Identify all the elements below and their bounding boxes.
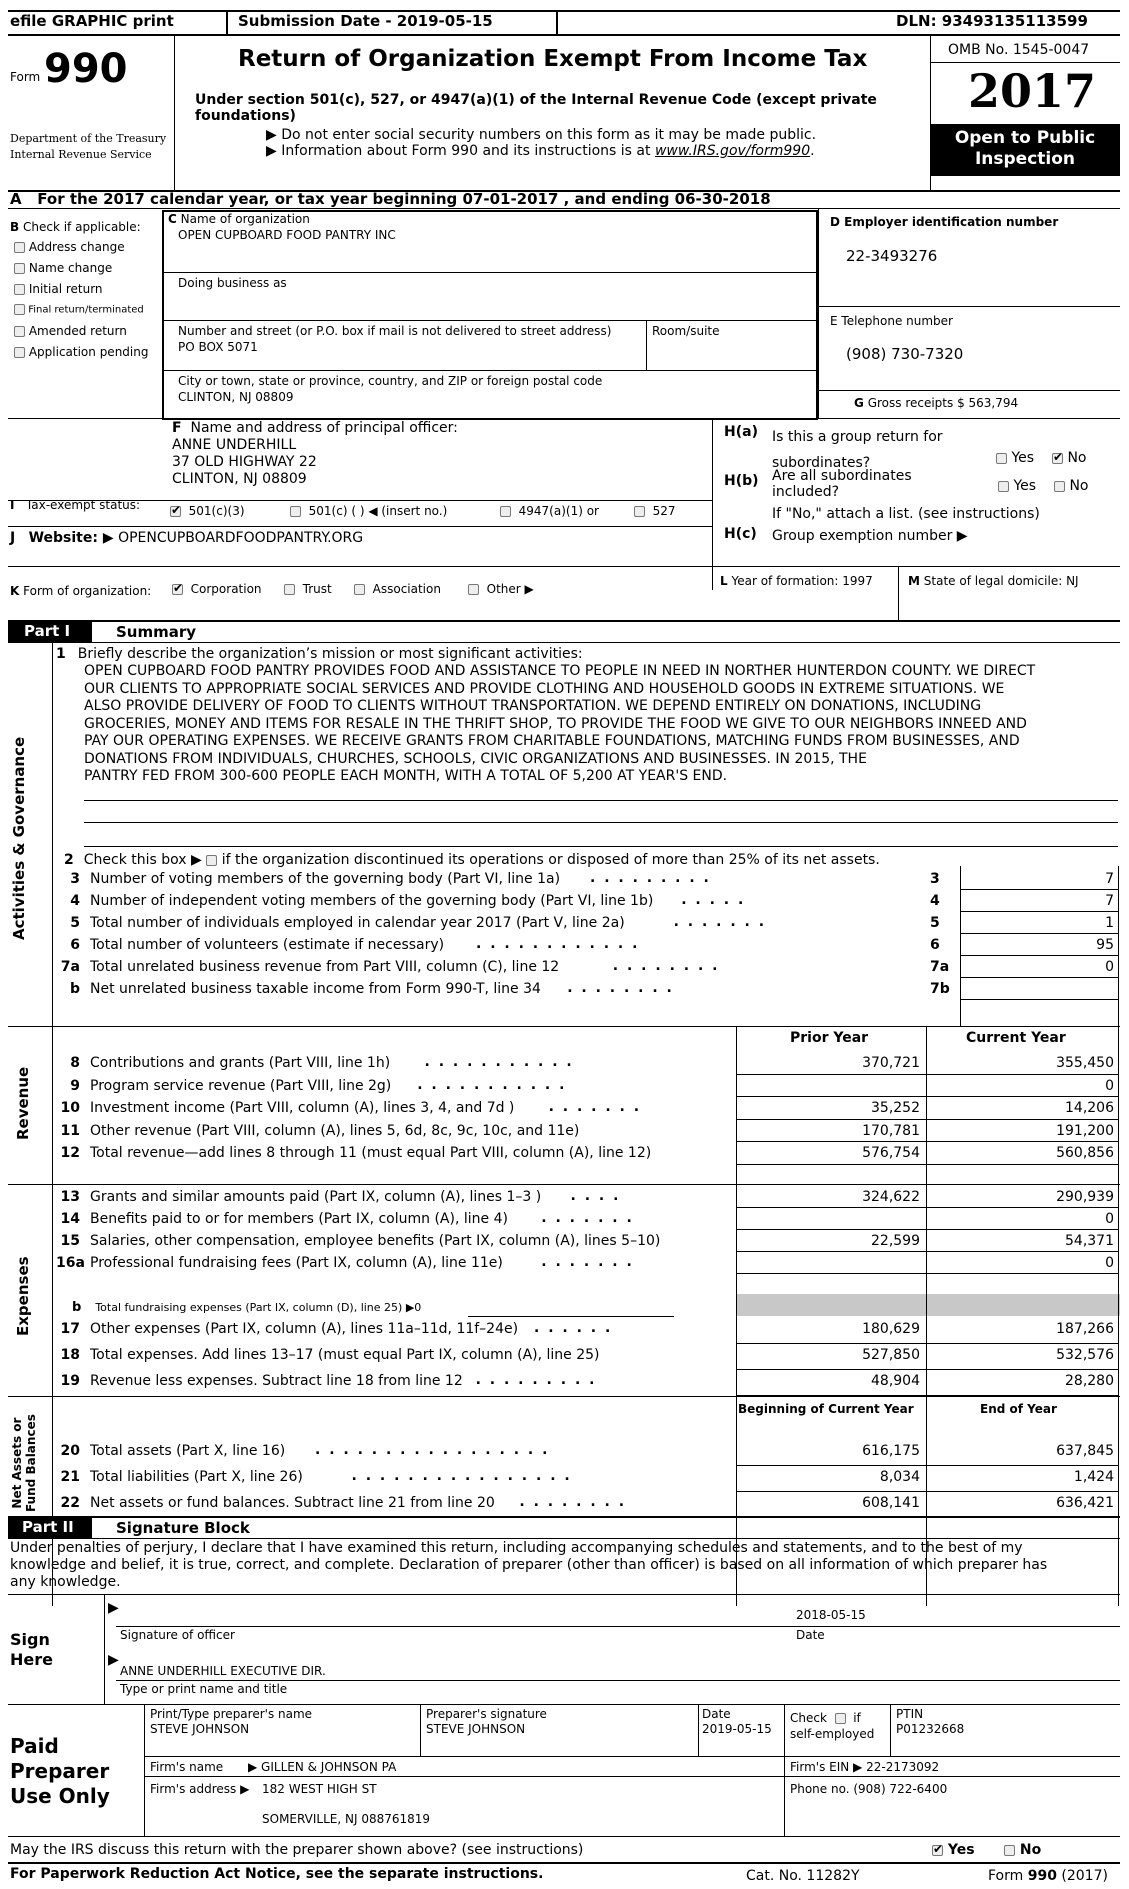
line-description: Net assets or fund balances. Subtract line 21 from line 20	[90, 1495, 495, 1511]
i-527[interactable]: 527	[634, 504, 676, 518]
firm-phone: Phone no. (908) 722-6400	[790, 1782, 948, 1796]
ptin-value: P01232668	[896, 1722, 965, 1736]
line-value: 7	[1105, 871, 1114, 887]
hc-text: Group exemption number ▶	[772, 528, 968, 544]
table-row	[56, 1186, 1118, 1208]
table-row	[56, 1252, 1118, 1274]
officer-name-title: ANNE UNDERHILL EXECUTIVE DIR.	[120, 1664, 326, 1678]
line1-label: 1 Briefly describe the organization’s mission or most significant activities:	[56, 646, 583, 662]
current-year-header: Current Year	[966, 1030, 1066, 1046]
table-row	[56, 978, 1118, 1000]
officer-address-2: CLINTON, NJ 08809	[172, 471, 307, 487]
leader-dots: . . . . . . .	[541, 1254, 634, 1270]
ha-text: Is this a group return for subordinates?	[772, 429, 943, 471]
table-row	[56, 1492, 1118, 1518]
table-row	[56, 890, 1118, 912]
omb-number: OMB No. 1545-0047	[948, 42, 1090, 58]
line-number: 4	[70, 893, 80, 909]
527-checkbox[interactable]	[634, 506, 645, 517]
other-checkbox[interactable]	[468, 584, 479, 595]
preparer-sig-label: Preparer's signature	[426, 1707, 547, 1721]
leader-dots: . . . . .	[681, 892, 746, 908]
leader-dots: . . . . . . . .	[612, 958, 720, 974]
firm-name: ▶ GILLEN & JOHNSON PA	[248, 1760, 397, 1774]
org-name-label: C Name of organization	[168, 212, 310, 226]
prior-value: 180,629	[862, 1321, 920, 1337]
open-inspection-box: Open to Public Inspection	[930, 124, 1120, 176]
dept-treasury: Department of the Treasury	[10, 132, 167, 145]
line-description: Grants and similar amounts paid (Part IX, column (A), lines 1–3 )	[90, 1189, 542, 1205]
table-row	[56, 1344, 1118, 1370]
firm-ein: Firm's EIN ▶ 22-2173092	[790, 1760, 940, 1774]
part2-title: Signature Block	[116, 1519, 250, 1537]
tax-year: 2017	[968, 64, 1097, 118]
association-checkbox[interactable]	[354, 584, 365, 595]
current-value: 290,939	[1056, 1189, 1114, 1205]
line-number: 3	[70, 871, 80, 887]
current-value: 1,424	[1073, 1469, 1114, 1485]
line-description: Salaries, other compensation, employee benefits (Part IX, column (A), lines 5–10)	[90, 1233, 661, 1249]
current-value: 355,450	[1056, 1055, 1114, 1071]
table-row	[56, 956, 1118, 978]
line-number: 14	[60, 1211, 80, 1227]
k-association[interactable]: Association	[354, 582, 441, 596]
phone-label: E Telephone number	[830, 314, 953, 328]
sign-here: Sign Here	[10, 1630, 53, 1669]
leader-dots: . . . . . . . . .	[590, 870, 711, 886]
b-name-change[interactable]: Name change	[14, 261, 112, 275]
leader-dots: . . . . . . . .	[567, 980, 674, 996]
line-description: Total expenses. Add lines 13–17 (must equal Part IX, column (A), line 25)	[90, 1347, 600, 1363]
line-description: Net unrelated business taxable income from Form 990-T, line 34	[90, 981, 541, 997]
line-number: 22	[60, 1495, 80, 1511]
gross-receipts: G Gross receipts $ 563,794	[854, 396, 1019, 410]
prior-value: 608,141	[862, 1495, 920, 1511]
submission-date: Submission Date - 2019-05-15	[238, 12, 493, 30]
line-number: 17	[60, 1321, 80, 1337]
b-initial-return[interactable]: Initial return	[14, 282, 103, 296]
hb-yes-checkbox[interactable]	[998, 481, 1009, 492]
tax-year-line: A For the 2017 calendar year, or tax year beginning 07-01-2017 , and ending 06-30-2018	[10, 190, 771, 208]
current-value: 636,421	[1056, 1495, 1114, 1511]
leader-dots: . . . . . . . . . . . . . . . . .	[315, 1442, 550, 1458]
line-value: 1	[1105, 915, 1114, 931]
line-description: Investment income (Part VIII, column (A), lines 3, 4, and 7d )	[90, 1100, 515, 1116]
part1-label: Part I	[8, 622, 92, 642]
501c3-checkbox[interactable]	[170, 506, 181, 517]
prior-value: 170,781	[862, 1122, 920, 1139]
leader-dots: . . . . . . . . . . . .	[476, 936, 640, 952]
initial-return-checkbox[interactable]	[14, 284, 25, 295]
line-number: 11	[60, 1122, 80, 1139]
side-expenses: Expenses	[14, 1256, 32, 1336]
ha-yes-checkbox[interactable]	[996, 453, 1007, 464]
website: J Website: ▶ OPENCUPBOARDFOODPANTRY.ORG	[10, 530, 364, 546]
i-4947[interactable]: 4947(a)(1) or	[500, 504, 599, 518]
table-row	[56, 1075, 1118, 1098]
i-501c[interactable]: 501(c) ( ) ◀ (insert no.)	[290, 504, 447, 518]
sig-arrow-1: ▶	[108, 1600, 119, 1616]
prior-value: 324,622	[862, 1189, 920, 1205]
leader-dots: . . . . . . . .	[519, 1494, 627, 1510]
ein-label: D Employer identification number	[830, 215, 1059, 229]
officer-address-1: 37 OLD HIGHWAY 22	[172, 454, 317, 470]
preparer-name: STEVE JOHNSON	[150, 1722, 250, 1736]
line-number: 9	[70, 1077, 80, 1094]
perjury-statement: Under penalties of perjury, I declare that I have examined this return, including accompanying schedules and statements, and to the best of my knowledge and belief, it is true, correct, and complete. Declaration of preparer (other than officer) is based on all information of which preparer has any knowledge.	[10, 1540, 1048, 1590]
prior-value: 35,252	[871, 1100, 920, 1116]
firm-address-2: SOMERVILLE, NJ 088761819	[262, 1812, 431, 1826]
4947-checkbox[interactable]	[500, 506, 511, 517]
line-description: Total assets (Part X, line 16)	[90, 1443, 286, 1459]
current-value: 637,845	[1056, 1443, 1114, 1459]
check-applicable: B Check if applicable:	[10, 220, 141, 234]
current-value: 532,576	[1056, 1347, 1114, 1363]
org-name: OPEN CUPBOARD FOOD PANTRY INC	[178, 228, 396, 242]
ha-yes[interactable]: Yes	[996, 450, 1034, 466]
prior-value: 370,721	[862, 1055, 920, 1071]
table-row	[56, 1097, 1118, 1120]
ha-no[interactable]: ✔ No	[1052, 450, 1087, 466]
form-of-org: K Form of organization:	[10, 584, 152, 598]
date-label: Date	[796, 1628, 825, 1642]
prior-value: 48,904	[871, 1373, 920, 1389]
part1-title: Summary	[116, 623, 197, 641]
dln: DLN: 93493135113599	[896, 12, 1088, 30]
line-description: Other expenses (Part IX, column (A), lines 11a–11d, 11f–24e)	[90, 1321, 519, 1337]
self-employed[interactable]: Check if self-employed	[790, 1711, 875, 1741]
discontinued-checkbox[interactable]	[206, 855, 217, 866]
irs-discuss: May the IRS discuss this return with the preparer shown above? (see instructions)	[10, 1842, 584, 1858]
side-activities-governance: Activities & Governance	[10, 736, 28, 940]
prior-year-header: Prior Year	[790, 1030, 869, 1046]
hb-label: H(b)	[724, 473, 759, 489]
phone-value: (908) 730-7320	[846, 345, 964, 363]
room-label: Room/suite	[652, 324, 720, 338]
leader-dots: . . . . . . .	[548, 1099, 642, 1115]
form-word: Form	[10, 70, 41, 84]
current-value: 28,280	[1065, 1373, 1114, 1389]
firm-address-1: 182 WEST HIGH ST	[262, 1782, 377, 1796]
name-change-checkbox[interactable]	[14, 263, 25, 274]
officer-name: ANNE UNDERHILL	[172, 437, 297, 453]
line16b: b Total fundraising expenses (Part IX, column (D), line 25) ▶0	[72, 1300, 422, 1315]
leader-dots: . . . . . . . . . . .	[424, 1054, 574, 1070]
table-row	[56, 1440, 1118, 1466]
table-row	[56, 912, 1118, 934]
line-description: Professional fundraising fees (Part IX, column (A), line 11e)	[90, 1255, 503, 1271]
preparer-name-label: Print/Type preparer's name	[150, 1707, 313, 1721]
line-number: 8	[70, 1055, 80, 1071]
application-pending-checkbox[interactable]	[14, 347, 25, 358]
table-row	[56, 1466, 1118, 1492]
table-row	[56, 1120, 1118, 1143]
side-net-assets: Net Assets or Fund Balances	[10, 1414, 38, 1512]
line-number: 10	[60, 1100, 80, 1116]
table-row	[56, 1370, 1118, 1396]
line-key: 7a	[930, 959, 950, 975]
table-row	[56, 868, 1118, 890]
signature-date: 2018-05-15	[796, 1608, 866, 1622]
leader-dots: . . . . . .	[534, 1320, 613, 1336]
discuss-no-checkbox[interactable]	[1004, 1845, 1015, 1856]
current-value: 0	[1105, 1077, 1114, 1094]
form-title: Return of Organization Exempt From Income Tax	[238, 46, 868, 72]
line-description: Total unrelated business revenue from Part VIII, column (C), line 12	[90, 959, 560, 975]
b-final-return[interactable]: Final return/terminated	[14, 304, 144, 316]
info-line: ▶ Information about Form 990 and its instructions is at www.IRS.gov/form990.	[266, 143, 815, 159]
prior-value: 22,599	[871, 1233, 920, 1249]
current-value: 0	[1105, 1211, 1114, 1227]
discuss-no[interactable]: No	[1004, 1842, 1041, 1858]
current-value: 191,200	[1056, 1122, 1114, 1139]
line-description: Benefits paid to or for members (Part IX, column (A), line 4)	[90, 1211, 508, 1227]
b-amended-return[interactable]: Amended return	[14, 324, 127, 338]
line-description: Number of voting members of the governing body (Part VI, line 1a)	[90, 871, 561, 887]
city-state-zip: CLINTON, NJ 08809	[178, 390, 294, 404]
prior-value: 616,175	[862, 1443, 920, 1459]
line-number: 19	[60, 1373, 80, 1389]
line-number: 18	[60, 1347, 80, 1363]
address-change-checkbox[interactable]	[14, 242, 25, 253]
amended-return-checkbox[interactable]	[14, 326, 25, 337]
city-label: City or town, state or province, country, and ZIP or foreign postal code	[178, 374, 603, 388]
tax-exempt-status-label: I Tax-exempt status:	[10, 498, 141, 512]
footer-form: Form 990 (2017)	[988, 1868, 1108, 1884]
sig-arrow-2: ▶	[108, 1652, 119, 1668]
line-number: 5	[70, 915, 80, 931]
eoy-header: End of Year	[980, 1402, 1057, 1416]
hb-no[interactable]: No	[1054, 478, 1089, 494]
line-description: Total liabilities (Part X, line 26)	[90, 1469, 303, 1485]
line-description: Program service revenue (Part VIII, line 2g)	[90, 1077, 392, 1094]
501c-checkbox[interactable]	[290, 506, 301, 517]
principal-officer-label: F Name and address of principal officer:	[172, 420, 458, 436]
final-return-checkbox[interactable]	[14, 304, 25, 315]
state-domicile: M State of legal domicile: NJ	[908, 574, 1079, 588]
line-description: Contributions and grants (Part VIII, line 1h)	[90, 1055, 391, 1071]
line-number: 21	[60, 1469, 80, 1485]
preparer-date-label: Date	[702, 1707, 731, 1721]
self-employed-checkbox[interactable]	[835, 1713, 846, 1724]
leader-dots: . . . . . . .	[673, 914, 767, 930]
current-value: 0	[1105, 1255, 1114, 1271]
dba-label: Doing business as	[178, 276, 287, 290]
line-value: 0	[1105, 959, 1114, 975]
signature-officer-label: Signature of officer	[120, 1628, 235, 1642]
line2: 2 Check this box ▶ if the organization discontinued its operations or disposed of more than 25% of its net assets.	[64, 852, 880, 868]
line-number: 20	[60, 1443, 80, 1459]
prior-value: 576,754	[862, 1145, 920, 1161]
preparer-sig: STEVE JOHNSON	[426, 1722, 526, 1736]
k-corporation[interactable]: ✔ Corporation	[172, 582, 262, 596]
hb-no-checkbox[interactable]	[1054, 481, 1065, 492]
prior-value: 527,850	[862, 1347, 920, 1363]
cat-number: Cat. No. 11282Y	[746, 1868, 860, 1884]
boy-header: Beginning of Current Year	[738, 1402, 914, 1416]
preparer-date: 2019-05-15	[702, 1722, 772, 1736]
ha-label: H(a)	[724, 424, 758, 440]
hb-note: If "No," attach a list. (see instructions)	[772, 506, 1040, 522]
b-application-pending[interactable]: Application pending	[14, 345, 148, 359]
table-row	[56, 1208, 1118, 1230]
line-key: 4	[930, 893, 940, 909]
side-revenue: Revenue	[14, 1066, 32, 1140]
table-row	[56, 1318, 1118, 1344]
leader-dots: . . . . . . .	[541, 1210, 634, 1226]
ein-value: 22-3493276	[846, 247, 938, 265]
street-address: PO BOX 5071	[178, 340, 258, 354]
line-number: 13	[60, 1189, 80, 1205]
discuss-yes[interactable]: ✔ Yes	[932, 1842, 975, 1858]
line-number: 6	[70, 937, 80, 953]
leader-dots: . . . .	[570, 1188, 621, 1204]
i-501c3[interactable]: ✔ 501(c)(3)	[170, 504, 245, 518]
table-row	[56, 1230, 1118, 1252]
year-formation: L Year of formation: 1997	[720, 574, 873, 588]
mission-text: OPEN CUPBOARD FOOD PANTRY PROVIDES FOOD AND ASSISTANCE TO PEOPLE IN NEED IN NORTHER HUNTERDON COUNTY. WE DIRECT OUR CLIENTS TO APPROPRIATE SOCIAL SERVICES AND PROVIDE CLOTHING AND HOUSEHOLD GOODS IN EXTREME SITUATIONS. WE ALSO PROVIDE DELIVERY OF FOOD TO CLIENTS WITHOUT TRANSPORTATION. WE DEPEND ENTIRELY ON DONATIONS, INCLUDING GROCERIES, MONEY AND ITEMS FOR RESALE IN THE THRIFT SHOP, TO PROVIDE THE FOOD WE GIVE TO OUR NEIGHBORS INNEED AND PAY OUR OPERATING EXPENSES. WE RECEIVE GRANTS FROM CHARITABLE FOUNDATIONS, MATCHING FUNDS FROM BUSINESSES, AND DONATIONS FROM INDIVIDUALS, CHURCHES, SCHOOLS, CIVIC ORGANIZATIONS AND BUSINESSES. IN 2015, THE PANTRY FED FROM 300-600 PEOPLE EACH MONTH, WITH A TOTAL OF 5,200 AT YEAR'S END.	[84, 663, 1036, 784]
ptin-label: PTIN	[896, 1707, 924, 1721]
website-value[interactable]: OPENCUPBOARDFOODPANTRY.ORG	[118, 530, 364, 546]
line-key: 7b	[930, 981, 950, 997]
line-number: 16a	[56, 1255, 85, 1271]
table-row	[56, 1052, 1118, 1075]
irs-link[interactable]: www.IRS.gov/form990	[654, 143, 811, 159]
ssn-warning: ▶ Do not enter social security numbers on this form as it may be made public.	[266, 127, 817, 143]
part2-label: Part II	[8, 1518, 92, 1538]
current-value: 54,371	[1065, 1233, 1114, 1249]
k-other[interactable]: Other ▶	[468, 582, 534, 596]
trust-checkbox[interactable]	[284, 584, 295, 595]
line-description: Revenue less expenses. Subtract line 18 from line 12	[90, 1373, 463, 1389]
line-value: 95	[1096, 937, 1114, 953]
current-value: 14,206	[1065, 1100, 1114, 1116]
form-number: 990	[44, 46, 128, 92]
leader-dots: . . . . . . . . .	[475, 1372, 597, 1388]
name-title-label: Type or print name and title	[120, 1682, 288, 1696]
current-value: 187,266	[1056, 1321, 1114, 1337]
firm-name-label: Firm's name	[150, 1760, 224, 1774]
line-number: 15	[60, 1233, 80, 1249]
paperwork-notice: For Paperwork Reduction Act Notice, see the separate instructions.	[10, 1866, 544, 1882]
line-key: 5	[930, 915, 940, 931]
leader-dots: . . . . . . . . . . . . . . . .	[351, 1468, 572, 1484]
b-address-change[interactable]: Address change	[14, 240, 125, 254]
line-key: 3	[930, 871, 940, 887]
hb-text: Are all subordinates included?	[772, 468, 912, 500]
firm-address-label: Firm's address ▶	[150, 1782, 250, 1796]
line-number: b	[69, 981, 80, 997]
hb-yes[interactable]: Yes	[998, 478, 1036, 494]
table-row	[56, 1142, 1118, 1165]
line-value: 7	[1105, 893, 1114, 909]
hc-label: H(c)	[724, 526, 757, 542]
line-description: Total revenue—add lines 8 through 11 (must equal Part VIII, column (A), line 12)	[90, 1145, 652, 1161]
ha-no-checkbox[interactable]	[1052, 453, 1063, 464]
leader-dots: . . . . . . . . . . .	[417, 1076, 567, 1093]
street-label: Number and street (or P.O. box if mail is not delivered to street address)	[178, 324, 612, 338]
discuss-yes-checkbox[interactable]	[932, 1845, 943, 1856]
line-number: 12	[60, 1145, 80, 1161]
prior-value: 8,034	[879, 1469, 920, 1485]
line-number: 7a	[60, 959, 80, 975]
line-description: Total number of volunteers (estimate if necessary)	[90, 937, 445, 953]
line-description: Other revenue (Part VIII, column (A), lines 5, 6d, 8c, 9c, 10c, and 11e)	[90, 1122, 580, 1139]
line-description: Total number of individuals employed in calendar year 2017 (Part V, line 2a)	[90, 915, 625, 931]
corporation-checkbox[interactable]	[172, 584, 183, 595]
form-subtitle: Under section 501(c), 527, or 4947(a)(1) of the Internal Revenue Code (except private foundations)	[195, 92, 877, 124]
paid-preparer-title: Paid Preparer Use Only	[10, 1734, 110, 1808]
k-trust[interactable]: Trust	[284, 582, 332, 596]
efile-label: efile GRAPHIC print	[10, 12, 174, 30]
current-value: 560,856	[1056, 1145, 1114, 1161]
table-row	[56, 934, 1118, 956]
line-key: 6	[930, 937, 940, 953]
line-description: Number of independent voting members of the governing body (Part VI, line 1b)	[90, 893, 654, 909]
irs-name: Internal Revenue Service	[10, 148, 152, 161]
